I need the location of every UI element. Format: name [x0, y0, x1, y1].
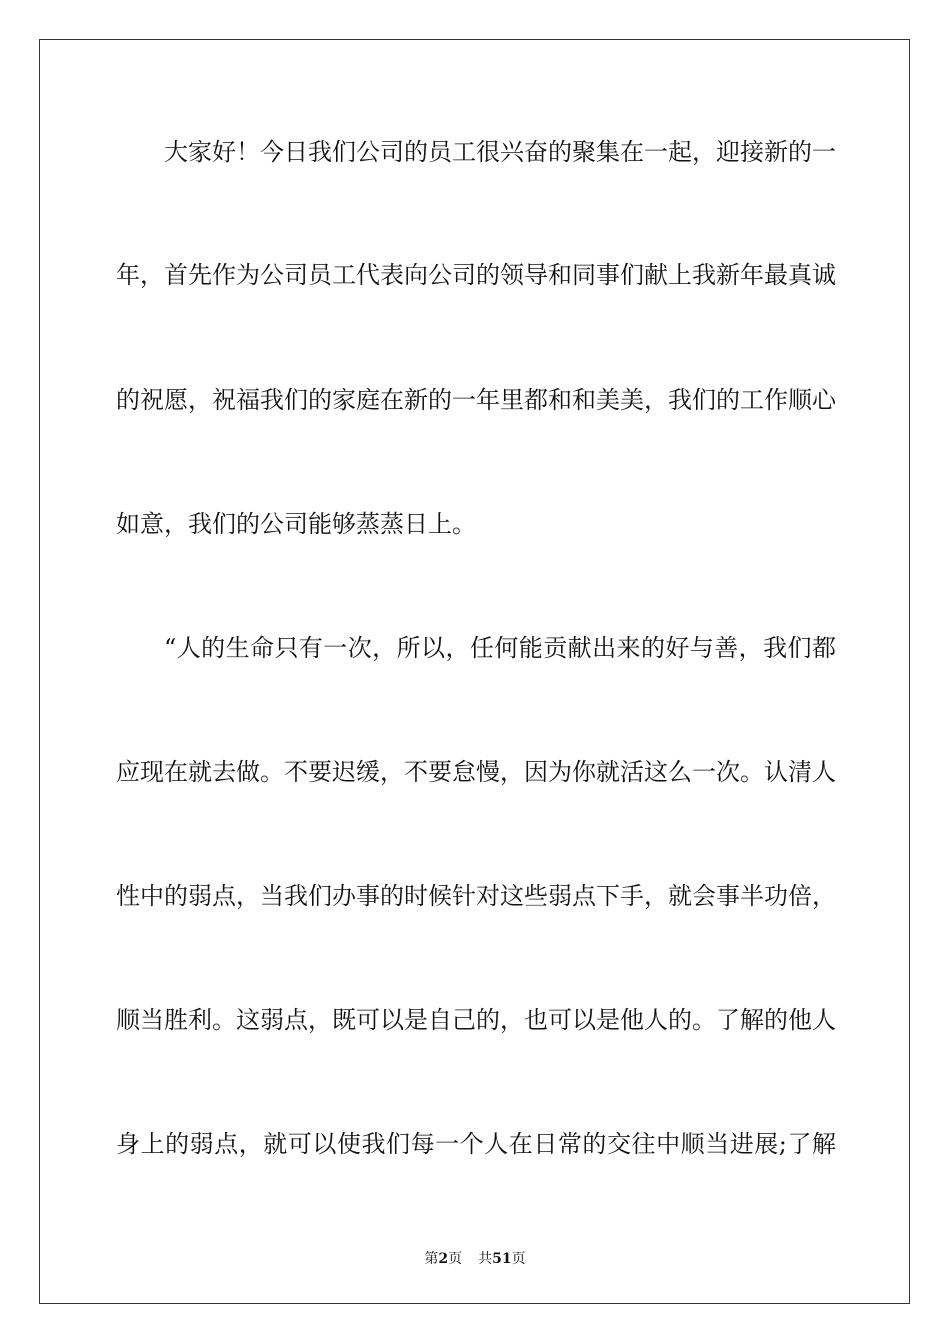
total-suffix: 页 [511, 1251, 526, 1267]
paragraph-1-line-3: 的祝愿，祝福我们的家庭在新的一年里都和和美美，我们的工作顺心 [116, 386, 836, 414]
page-frame [39, 39, 910, 1304]
paragraph-1-line-1: 大家好！今日我们公司的员工很兴奋的聚集在一起，迎接新的一 [164, 138, 836, 166]
paragraph-2-line-2: 应现在就去做。不要迟缓，不要怠慢，因为你就活这么一次。认清人 [116, 758, 836, 786]
paragraph-1-line-2: 年，首先作为公司员工代表向公司的领导和同事们献上我新年最真诚 [116, 261, 836, 289]
paragraph-2-line-3: 性中的弱点，当我们办事的时候针对这些弱点下手，就会事半功倍， [116, 882, 836, 910]
page-number: 2 [438, 1251, 449, 1267]
page-suffix: 页 [448, 1251, 463, 1267]
paragraph-2-line-5: 身上的弱点，就可以使我们每一个人在日常的交往中顺当进展;了解 [116, 1130, 836, 1158]
paragraph-2-line-1: “人的生命只有一次，所以，任何能贡献出来的好与善，我们都 [164, 634, 836, 662]
paragraph-1-line-4: 如意，我们的公司能够蒸蒸日上。 [116, 510, 476, 538]
page-prefix: 第 [424, 1251, 439, 1267]
page-footer [0, 1248, 950, 1268]
total-prefix: 共 [478, 1251, 493, 1267]
total-pages: 51 [492, 1251, 512, 1267]
paragraph-2-line-4: 顺当胜利。这弱点，既可以是自己的，也可以是他人的。了解的他人 [116, 1006, 836, 1034]
